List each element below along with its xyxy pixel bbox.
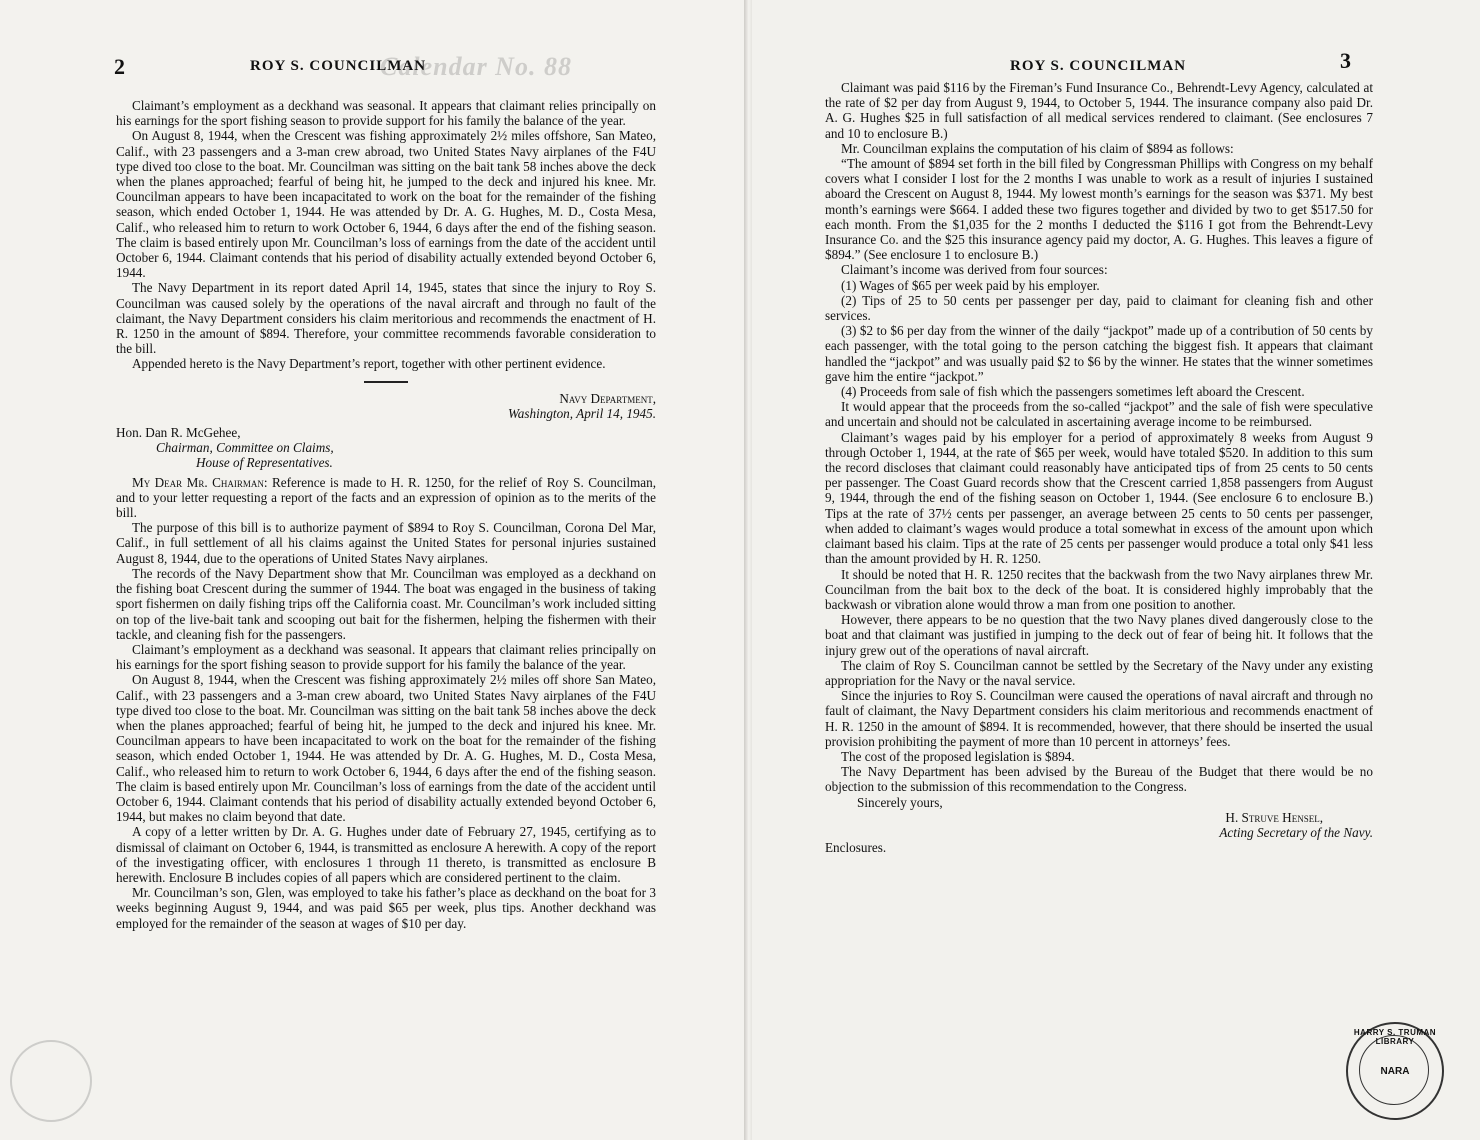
paragraph: It should be noted that H. R. 1250 recites that the backwash from the two Navy airplanes threw Mr. Councilman from the bait box to the deck of the boat. It is considered highly improbably that the backwash or vibration alone would throw a man from one position to another. <box>825 566 1373 612</box>
paragraph: On August 8, 1944, when the Crescent was fishing approximately 2½ miles off shore San Mateo, Calif., with 23 passengers and a 3-man crew aboard, two United States Navy airplanes of the F4U type dived too close to the boat. Mr. Councilman was sitting on the bait tank 58 inches above the deck when the planes approached; fearful of being hit, he jumped to the deck and injured his knee. Mr. Councilman appears to have been incapacitated to work on the boat for the remainder of the fishing season, which ended October 1, 1944. He was attended by Dr. A. G. Hughes, M. D., Costa Mesa, Calif., who released him to return to work October 6, 1944, 6 days after the end of the fishing season. The claim is based entirely upon Mr. Councilman’s loss of earnings from the date of the accident until October 6, 1944. Claimant contends that his period of disability actually extended beyond October 6, 1944, but makes no claim beyond that date. <box>116 672 656 825</box>
left-page-body <box>116 98 656 931</box>
letterhead-date: Washington, April 14, 1945. <box>507 405 656 421</box>
stamp-text: HARRY S. TRUMAN LIBRARY <box>1353 1028 1437 1046</box>
signer-name: H. Struve Hensel, <box>1225 809 1323 825</box>
paragraph: The Navy Department has been advised by the Bureau of the Budget that there would be no objection to the submission of this recommendation to the Congress. <box>825 764 1373 795</box>
signer-title: Acting Secretary of the Navy. <box>1219 824 1373 840</box>
section-divider <box>364 381 408 383</box>
enclosures-label: Enclosures. <box>825 840 887 856</box>
paragraph: The records of the Navy Department show that Mr. Councilman was employed as a deckhand on the fishing boat Crescent during the summer of 1944. The boat was engaged in the business of taking sport fishermen on daily fishing trips off the California coast. Mr. Councilman’s work included sitting on top of the live-bait tank and scooping out bait for the fishermen, helping the fishermen with their tackle, and cleaning fish for the passengers. <box>116 565 656 642</box>
paragraph: Claimant’s employment as a deckhand was seasonal. It appears that claimant relies principally on his earnings for the sport fishing season to provide support for his family the balance of the year. <box>116 641 656 673</box>
paragraph: However, there appears to be no question that the two Navy planes dived dangerously close to the boat and that claimant was justified in jumping to the deck out of fear of being hit. It follows that the injury grew out of the operations of naval aircraft. <box>825 612 1373 658</box>
closing: Sincerely yours, <box>857 794 943 810</box>
paragraph: Claimant’s employment as a deckhand was seasonal. It appears that claimant relies principally on his earnings for the sport fishing season to provide support for his family the balance of the year. <box>116 98 656 129</box>
paragraph: Since the injuries to Roy S. Councilman were caused the operations of naval aircraft and through no fault of claimant, the Navy Department considers his claim meritorious and recommends enactment of H. R. 1250 in the amount of $894. It is recommended, however, that there should be inserted the usual provision prohibiting the payment of more than 10 percent in attorneys’ fees. <box>825 688 1373 749</box>
paragraph: Reference is made to H. R. 1250, for the relief of Roy S. Councilman, and to your letter requesting a report of the facts and an expression of opinion as to the merits of the bill. <box>116 474 656 521</box>
running-head-left: ROY S. COUNCILMAN <box>250 58 427 74</box>
running-head-right: ROY S. COUNCILMAN <box>1010 58 1187 74</box>
right-page <box>752 0 1480 1140</box>
paragraph: Mr. Councilman’s son, Glen, was employed to take his father’s place as deckhand on the boat for 3 weeks beginning August 9, 1944, and was paid $65 per week, plus tips. Another deckhand was employed for the remainder of the season at wages of $10 per day. <box>116 885 656 931</box>
paragraph: Mr. Councilman explains the computation of his claim of $894 as follows: <box>841 140 1234 156</box>
letterhead-org: Navy Department, <box>559 390 656 406</box>
truman-library-stamp <box>1346 1022 1444 1120</box>
quoted-paragraph: “The amount of $894 set forth in the bill filed by Congressman Phillips with Congress on my behalf covers what I consider I lost for the 2 months I was unable to work as a result of injuries I sustained aboard the Crescent on August 8, 1944. My lowest month’s earnings for the season was $371. My best month’s earnings were $664. I added these two figures together and divided by two to get $517.50 for each month. From the $1,035 for the 2 months I deducted the $116 I got from the Behrendt-Levy Insurance Co. and the $25 this insurance agency paid my doctor, A. G. Hughes. This leaves a figure of $894.” (See enclosure 1 to enclosure B.) <box>825 156 1373 263</box>
faint-library-seal <box>10 1040 92 1122</box>
list-item: (3) $2 to $6 per day from the winner of the daily “jackpot” made up of a contribution of 50 cents by each passenger, with the total going to the person catching the biggest fish. It appears that claimant handled the “jackpot” and was usually paid $2 to $6 by the winner. He states that the winner sometimes gave him the entire “jackpot.” <box>825 323 1373 384</box>
paragraph: Appended hereto is the Navy Department’s report, together with other pertinent evidence. <box>132 356 606 372</box>
paragraph: The Navy Department in its report dated April 14, 1945, states that since the injury to Roy S. Councilman was caused solely by the operations of the naval aircraft and through no fault of the claimant, the Navy Department considers his claim meritorious and recommends the enactment of H. R. 1250 in the amount of $894. Therefore, your committee recommends favorable consideration to the bill. <box>116 280 656 357</box>
paragraph: A copy of a letter written by Dr. A. G. Hughes under date of February 27, 1945, certifying as to dismissal of claimant on October 6, 1944, is transmitted as enclosure A herewith. A copy of the report of the investigating officer, with enclosures 1 through 11 thereto, is transmitted as enclosure B herewith. Enclosure B includes copies of all papers which are considered pertinent to the claim. <box>116 824 656 885</box>
bleed-through-text: Calendar No. 88 <box>380 52 572 81</box>
paragraph: The purpose of this bill is to authorize payment of $894 to Roy S. Councilman, Corona Del Mar, Calif., in full settlement of all his claims against the United States for personal injuries sustained August 8, 1944, due to the operations of United States Navy airplanes. <box>116 520 656 566</box>
page-number-left: 2 <box>114 54 126 79</box>
paragraph: On August 8, 1944, when the Crescent was fishing approximately 2½ miles offshore, San Mateo, Calif., with 23 passengers and a 3-man crew abroad, two United States Navy airplanes of the F4U type dived too close to the boat. Mr. Councilman was sitting on the bait tank 58 inches above the deck when the planes approached; fearful of being hit, he jumped to the deck and injured his knee. Mr. Councilman appears to have been incapacitated to work on the boat for the remainder of the fishing season, which ended October 1, 1944. He was attended by Dr. A. G. Hughes, M. D., Costa Mesa, Calif., who released him to return to work October 6, 1944, 6 days after the end of the fishing season. The claim is based entirely upon Mr. Councilman’s loss of earnings from the date of the accident until October 6, 1944. Claimant contends that his period of disability actually extended beyond October 6, 1944. <box>116 128 656 281</box>
addressee-body: House of Representatives. <box>196 455 333 471</box>
paragraph: The claim of Roy S. Councilman cannot be settled by the Secretary of the Navy under any existing appropriation for the Navy or the naval service. <box>825 657 1373 688</box>
paragraph: Claimant’s wages paid by his employer for a period of approximately 8 weeks from August 9 through October 1, 1944, at the rate of $65 per week, would have totaled $520. In addition to this sum the record discloses that claimant could reasonably have anticipated tips of from 25 cents to 50 cents per passenger. The Coast Guard records show that the Crescent carried 1,858 passengers from August 9, 1944, through the end of the fishing season on October 1, 1944. (See enclosure 6 to enclosure B.) Tips at the rate of 37½ cents per passenger, an average between 25 cents to 50 cents per passenger, when added to claimant’s wages would produce a total somewhat in excess of the amount upon which claimant based his claim. Tips at the rate of 25 cents per passenger would produce a total only $41 less than the amount provided by H. R. 1250. <box>825 429 1373 567</box>
right-page-body <box>825 80 1373 855</box>
page-number-right: 3 <box>1340 48 1352 73</box>
stamp-core: NARA <box>1380 1065 1410 1077</box>
addressee-name: Hon. Dan R. McGehee, <box>116 425 241 441</box>
letter-opening <box>116 475 656 521</box>
list-item: (1) Wages of $65 per week paid by his employer. <box>841 277 1100 293</box>
paragraph: Claimant’s income was derived from four sources: <box>841 262 1108 278</box>
list-item: (4) Proceeds from sale of fish which the passengers sometimes left aboard the Crescent. <box>841 384 1305 400</box>
paragraph: Claimant was paid $116 by the Fireman’s Fund Insurance Co., Behrendt-Levy Agency, calculated at the rate of $2 per day from August 9, 1944, to October 5, 1944. The insurance company also paid Dr. A. G. Hughes $25 in full satisfaction of all medical services rendered to claimant. (See enclosures 7 and 10 to enclosure B.) <box>825 80 1373 141</box>
salutation: My Dear Mr. Chairman: <box>132 474 268 490</box>
paragraph: The cost of the proposed legislation is $894. <box>841 748 1075 764</box>
list-item: (2) Tips of 25 to 50 cents per passenger per day, paid to claimant for cleaning fish and other services. <box>825 292 1373 324</box>
addressee-title: Chairman, Committee on Claims, <box>156 440 334 456</box>
paragraph: It would appear that the proceeds from the so-called “jackpot” and the sale of fish were speculative and uncertain and should not be calculated in ascertaining average income to be reimbursed. <box>825 399 1373 430</box>
